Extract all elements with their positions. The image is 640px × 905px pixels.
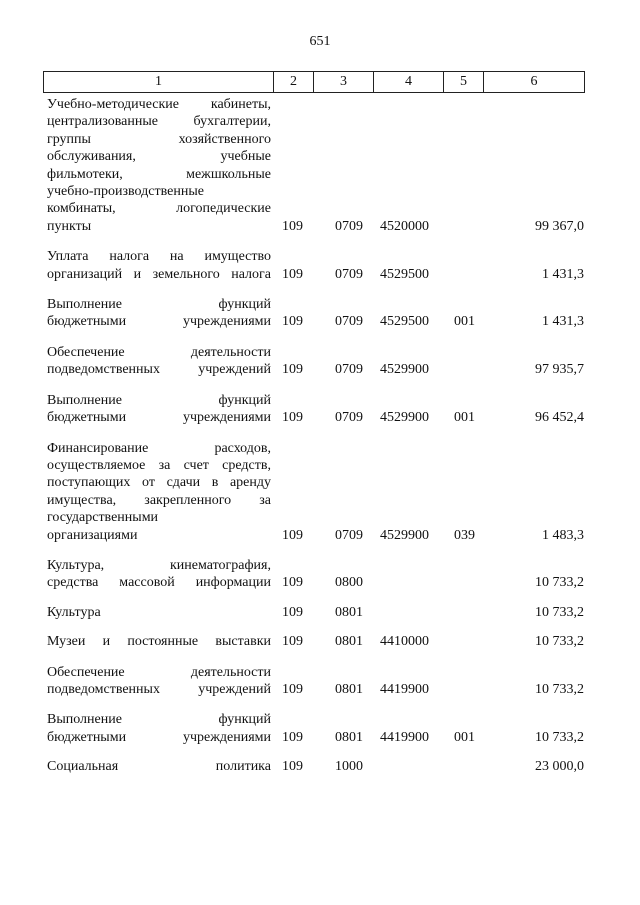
row-cell-c4: 4529500	[380, 314, 429, 330]
table-row	[43, 664, 584, 699]
table-row	[43, 633, 584, 650]
row-cell-c3: 0709	[335, 527, 363, 543]
row-cell-c3: 0709	[335, 314, 363, 330]
row-cell-c6: 10 733,2	[535, 604, 584, 620]
row-description	[43, 664, 271, 699]
row-cell-c4: 4529900	[380, 362, 429, 378]
row-cell-c2: 109	[282, 410, 303, 426]
row-cell-c2: 109	[282, 575, 303, 591]
row-cell-c2: 109	[282, 681, 303, 697]
column-header-5: 5	[444, 72, 484, 93]
row-cell-c6: 1 431,3	[542, 314, 584, 330]
row-description	[43, 248, 271, 283]
row-description	[43, 711, 271, 746]
row-description-line: Выполнение функций	[47, 392, 271, 408]
row-cell-c3: 0709	[335, 218, 363, 234]
table-row	[43, 344, 584, 379]
column-header-2: 2	[274, 72, 314, 93]
row-description-line: Музеи и постоянные выставки	[47, 634, 271, 650]
row-cell-c3: 0709	[335, 266, 363, 282]
row-description-line: организаций и земельного налога	[47, 266, 271, 282]
table-row	[43, 440, 584, 544]
row-cell-c6: 1 431,3	[542, 266, 584, 282]
row-cell-c3: 0801	[335, 634, 363, 650]
row-description	[43, 392, 271, 427]
row-description-line: Выполнение функций	[47, 297, 271, 313]
row-cell-c4: 4529900	[380, 527, 429, 543]
row-description-line: Культура, кинематография,	[47, 557, 271, 573]
row-cell-c2: 109	[282, 759, 303, 775]
column-header-table	[43, 71, 585, 93]
row-description-line: имущества, закрепленного за	[47, 492, 271, 508]
row-description-line: Культура	[47, 604, 101, 620]
row-description-line: централизованные бухгалтерии,	[47, 114, 271, 130]
row-description	[43, 758, 271, 775]
row-cell-c6: 10 733,2	[535, 634, 584, 650]
row-description-line: подведомственных учреждений	[47, 681, 271, 697]
row-description	[43, 633, 271, 650]
row-description-line: государственными	[47, 510, 159, 526]
row-description	[43, 557, 271, 592]
row-cell-c5: 001	[454, 729, 475, 745]
row-description-line: поступающих от сдачи в аренду	[47, 475, 271, 491]
row-cell-c3: 1000	[335, 759, 363, 775]
row-cell-c6: 10 733,2	[535, 681, 584, 697]
row-cell-c5: 001	[454, 314, 475, 330]
column-header-3: 3	[314, 72, 374, 93]
row-description-line: бюджетными учреждениями	[47, 314, 271, 330]
page-number: 651	[309, 34, 331, 49]
row-cell-c6: 23 000,0	[535, 759, 584, 775]
table-row	[43, 604, 584, 621]
row-description-line: бюджетными учреждениями	[47, 729, 271, 745]
row-cell-c5: 001	[454, 410, 475, 426]
row-cell-c2: 109	[282, 604, 303, 620]
table-row	[43, 711, 584, 746]
row-description-line: организациями	[47, 527, 138, 543]
row-cell-c2: 109	[282, 314, 303, 330]
row-description	[43, 604, 271, 621]
column-header-1: 1	[44, 72, 274, 93]
row-description-line: Учебно-методические кабинеты,	[47, 97, 271, 112]
row-cell-c4: 4410000	[380, 634, 429, 650]
row-description	[43, 96, 271, 235]
row-cell-c6: 10 733,2	[535, 575, 584, 591]
table-row	[43, 557, 584, 592]
row-description-line: группы хозяйственного	[47, 131, 271, 147]
row-cell-c2: 109	[282, 729, 303, 745]
column-header-4: 4	[374, 72, 444, 93]
row-description	[43, 344, 271, 379]
row-cell-c4: 4419900	[380, 681, 429, 697]
row-cell-c6: 99 367,0	[535, 218, 584, 234]
row-description-line: Социальная политика	[47, 759, 271, 775]
row-description-line: осуществляемое за счет средств,	[47, 457, 271, 473]
row-description	[43, 296, 271, 331]
row-description-line: подведомственных учреждений	[47, 362, 271, 378]
row-cell-c3: 0709	[335, 362, 363, 378]
row-description-line: бюджетными учреждениями	[47, 410, 271, 426]
row-cell-c3: 0800	[335, 575, 363, 591]
row-description-line: пункты	[47, 218, 92, 234]
column-header-row	[44, 72, 585, 93]
table-row	[43, 296, 584, 331]
row-description-line: Обеспечение деятельности	[47, 344, 271, 360]
row-description-line: Выполнение функций	[47, 712, 271, 728]
row-cell-c3: 0801	[335, 681, 363, 697]
row-cell-c6: 97 935,7	[535, 362, 584, 378]
column-header-6: 6	[484, 72, 585, 93]
row-cell-c4: 4419900	[380, 729, 429, 745]
row-cell-c2: 109	[282, 266, 303, 282]
row-cell-c2: 109	[282, 362, 303, 378]
row-cell-c6: 10 733,2	[535, 729, 584, 745]
row-description-line: комбинаты, логопедические	[47, 201, 271, 217]
row-description-line: Обеспечение деятельности	[47, 664, 271, 680]
row-cell-c4: 4529900	[380, 410, 429, 426]
table-row	[43, 96, 584, 235]
table-row	[43, 248, 584, 283]
row-cell-c4: 4529500	[380, 266, 429, 282]
row-cell-c3: 0709	[335, 410, 363, 426]
row-description	[43, 440, 271, 544]
row-description-line: Уплата налога на имущество	[47, 249, 271, 265]
table-row	[43, 392, 584, 427]
row-cell-c6: 96 452,4	[535, 410, 584, 426]
row-description-line: фильмотеки, межшкольные	[47, 166, 271, 182]
row-cell-c2: 109	[282, 218, 303, 234]
row-cell-c6: 1 483,3	[542, 527, 584, 543]
row-description-line: Финансирование расходов,	[47, 440, 271, 456]
row-cell-c3: 0801	[335, 729, 363, 745]
row-description-line: учебно-производственные	[47, 184, 204, 200]
row-cell-c5: 039	[454, 527, 475, 543]
row-cell-c2: 109	[282, 527, 303, 543]
row-cell-c4: 4520000	[380, 218, 429, 234]
budget-table-body	[43, 96, 584, 776]
row-cell-c2: 109	[282, 634, 303, 650]
row-cell-c3: 0801	[335, 604, 363, 620]
table-row	[43, 758, 584, 775]
row-description-line: обслуживания, учебные	[47, 149, 271, 165]
row-description-line: средства массовой информации	[47, 575, 271, 591]
